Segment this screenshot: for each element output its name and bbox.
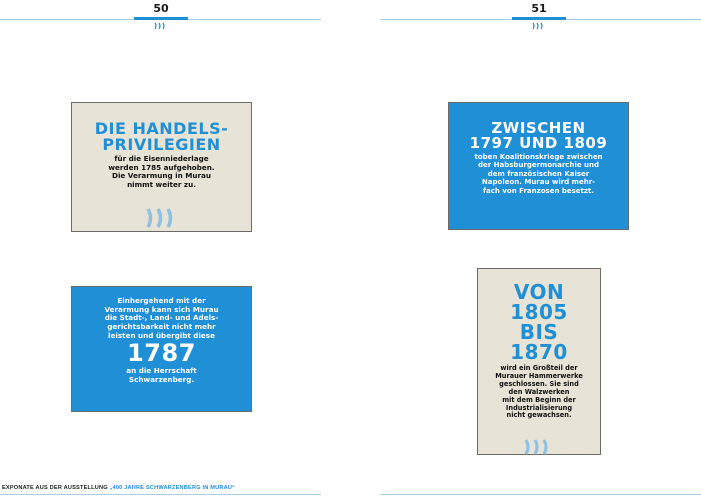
page-number-bar-left — [134, 17, 188, 20]
footer-caption — [2, 485, 235, 491]
footer-rule-right — [380, 494, 701, 495]
card4-body-line: mit dem Beginn der — [502, 395, 576, 404]
card3-headline-2: 1797 UND 1809 — [469, 134, 608, 152]
card-handelsprivilegien — [71, 102, 252, 232]
card2-body-line: die Stadt-, Land- und Adels- — [104, 313, 219, 323]
card1-body-line: für die Eisenniederlage — [114, 154, 209, 163]
card-1787 — [71, 286, 252, 412]
card2-body-line: an die Herrschaft — [126, 366, 197, 376]
card4-body-line: Industrialisierung — [505, 403, 573, 412]
card1-body-line: werden 1785 aufgehoben. — [108, 162, 215, 172]
card1-body-line: nimmt weiter zu. — [127, 179, 196, 189]
card4-body-line: den Walzwerken — [508, 387, 570, 396]
card4-headline-3: BIS — [519, 320, 559, 344]
card2-year: 1787 — [127, 339, 196, 368]
card3-body-line: der Habsburgermonarchie und — [477, 161, 600, 170]
wave-mark-icon-left — [154, 22, 168, 30]
card3-body-line: fach von Franzosen besetzt. — [483, 186, 594, 195]
card4-body-line: nicht gewachsen. — [506, 411, 572, 420]
page-number-left: 50 — [153, 2, 169, 15]
card2-body-line: Einhergehend mit der — [117, 296, 206, 305]
card1-body-line: Die Verarmung in Murau — [111, 171, 212, 181]
card1-headline-2: PRIVILEGIEN — [102, 135, 221, 154]
wave-mark-icon — [144, 207, 178, 229]
footer-exhibition-title: „400 JAHRE SCHWARZENBERG IN MURAU“ — [109, 485, 236, 491]
card3-body-line: Napoleon. Murau wird mehr- — [481, 178, 596, 187]
card2-body-line: leisten und übergibt diese — [108, 330, 215, 340]
footer-prefix: EXPONATE AUS DER AUSSTELLUNG — [2, 485, 108, 491]
card4-headline-2: 1805 — [510, 300, 568, 324]
card2-body-line: gerichtsbarkeit nicht mehr — [107, 321, 216, 331]
wave-mark-icon-right — [532, 22, 546, 30]
card4-headline-1: VON — [513, 280, 565, 304]
card4-headline-4: 1870 — [510, 340, 568, 364]
card3-body-line: toben Koalitionskriege zwischen — [474, 153, 603, 161]
card4-body-line: wird ein Großteil der — [500, 364, 578, 372]
card1-headline-1: DIE HANDELS- — [94, 119, 229, 138]
card-1805-1870 — [477, 268, 601, 455]
page-number-bar-right — [512, 17, 566, 20]
card3-body-line: dem französischen Kaiser — [487, 169, 590, 178]
footer-rule-left — [0, 494, 321, 495]
page-number-right: 51 — [531, 2, 547, 15]
card2-body-line: Schwarzenberg. — [128, 374, 195, 384]
wave-mark-icon — [522, 439, 552, 455]
card3-headline-1: ZWISCHEN — [491, 119, 586, 137]
card2-body-line: Verarmung kann sich Murau — [104, 304, 219, 314]
card4-body-line: geschlossen. Sie sind — [499, 379, 579, 388]
card-1797-1809 — [448, 102, 629, 230]
card4-body-line: Murauer Hammerwerke — [495, 371, 583, 380]
